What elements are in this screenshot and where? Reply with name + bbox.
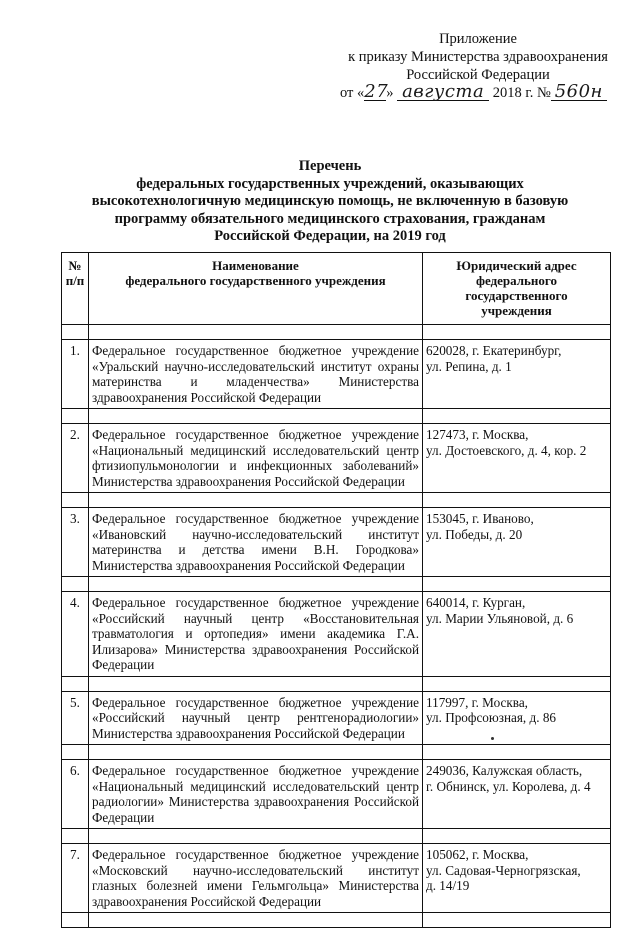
title-line-1: Перечень [298,158,362,174]
institution-address: 153045, г. Иваново, ул. Победы, д. 20 [423,508,611,577]
header-number: № п/п [62,253,89,325]
table-row [62,844,611,913]
row-number: 3. [62,508,89,577]
table-row [62,760,611,829]
table-header-row [62,253,611,325]
institution-address: 117997, г. Москва, ул. Профсоюзная, д. 86 [423,691,611,745]
table-row [62,424,611,493]
table-row [62,508,611,577]
institution-address: 620028, г. Екатеринбург, ул. Репина, д. 1 [423,340,611,409]
row-number: 5. [62,691,89,745]
table-row [62,340,611,409]
row-spacer [62,577,611,592]
institution-name: Федеральное государственное бюджетное учреждение «Ивановский научно-исследовательский институт материнства и детства имени В.Н. Городкова» Министерства здравоохранения Российской Федерации [89,508,423,577]
appendix-header [338,30,618,84]
document-title [70,158,590,246]
row-number: 2. [62,424,89,493]
institution-address: 105062, г. Москва, ул. Садовая-Черногрязская, д. 14/19 [423,844,611,913]
row-spacer [62,493,611,508]
order-number: 560н [551,84,607,101]
order-date-prefix: от « [340,85,365,101]
institution-name: Федеральное государственное бюджетное учреждение «Национальный медицинский исследовательский центр радиологии» Министерства здравоохранения Российской Федерации [89,760,423,829]
header-name: Наименование федерального государственного учреждения [89,253,423,325]
institution-name: Федеральное государственное бюджетное учреждение «Российский научный центр «Восстановительная травматология и ортопедия» имени академика Г.А. Илизарова» Министерства здравоохранения Российской Федерации [89,592,423,677]
appendix-label: Приложение [439,31,517,47]
appendix-country: Российской Федерации [406,67,550,83]
row-spacer [62,676,611,691]
institution-name: Федеральное государственное бюджетное учреждение «Уральский научно-исследовательский институт охраны материнства и младенчества» Министерства здравоохранения Российской Федерации [89,340,423,409]
scan-speck [491,737,494,740]
institution-name: Федеральное государственное бюджетное учреждение «Национальный медицинский исследовательский центр фтизиопульмонологии и инфекционных заболеваний» Министерства здравоохранения Российской Федерации [89,424,423,493]
row-number: 7. [62,844,89,913]
institution-address: 249036, Калужская область, г. Обнинск, ул. Королева, д. 4 [423,760,611,829]
row-number: 4. [62,592,89,677]
institution-address: 127473, г. Москва, ул. Достоевского, д. 4, кор. 2 [423,424,611,493]
title-line-3: высокотехнологичную медицинскую помощь, не включенную в базовую [91,193,569,209]
table-row [62,691,611,745]
row-spacer [62,409,611,424]
order-date-mid: » [386,85,394,101]
institutions-table [61,252,611,928]
title-line-5: Российской Федерации, на 2019 год [214,228,446,244]
order-month: августа [397,84,489,101]
title-line-4: программу обязательного медицинского страхования, гражданам [114,210,546,227]
order-year: 2018 г. № [492,85,551,101]
institution-address: 640014, г. Курган, ул. Марии Ульяновой, д. 6 [423,592,611,677]
row-spacer [62,829,611,844]
row-spacer [62,745,611,760]
row-spacer [62,325,611,340]
title-line-2: федеральных государственных учреждений, оказывающих [136,175,524,192]
row-number: 1. [62,340,89,409]
institution-name: Федеральное государственное бюджетное учреждение «Московский научно-исследовательский институт глазных болезней имени Гельмгольца» Министерства здравоохранения Российской Федерации [89,844,423,913]
header-address: Юридический адрес федерального государственного учреждения [423,253,611,325]
row-spacer [62,913,611,928]
institution-name: Федеральное государственное бюджетное учреждение «Российский научный центр рентгенорадиологии» Министерства здравоохранения Российской Федерации [89,691,423,745]
row-number: 6. [62,760,89,829]
appendix-order-ref: к приказу Министерства здравоохранения [348,49,608,65]
table-row [62,592,611,677]
order-day: 27 [364,81,389,102]
order-date-line [340,81,630,102]
